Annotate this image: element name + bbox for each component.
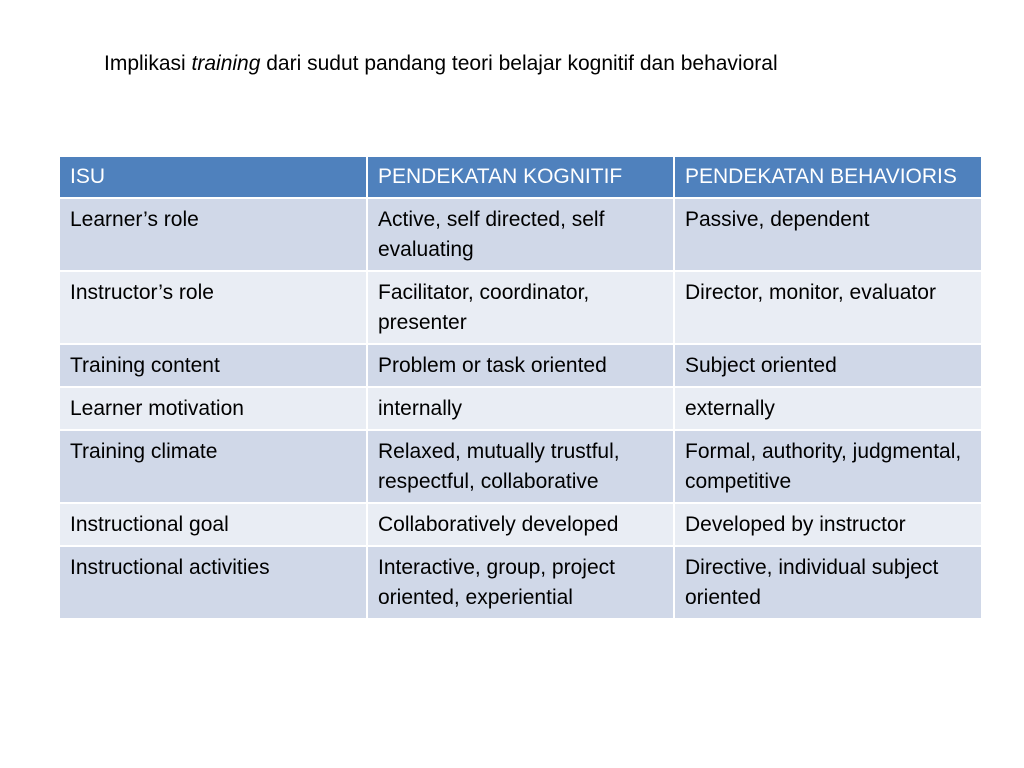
comparison-table — [60, 157, 981, 620]
cell-behavioris: Directive, individual subject oriented — [674, 546, 981, 619]
table-row — [60, 271, 981, 344]
cell-isu: Learner motivation — [60, 387, 367, 430]
cell-behavioris: Director, monitor, evaluator — [674, 271, 981, 344]
cell-behavioris: Passive, dependent — [674, 198, 981, 271]
cell-isu: Training content — [60, 344, 367, 387]
cell-behavioris: Formal, authority, judgmental, competitive — [674, 430, 981, 503]
title-emphasis: training — [191, 52, 261, 75]
cell-isu: Instructional goal — [60, 503, 367, 546]
table-row — [60, 344, 981, 387]
title-suffix: dari sudut pandang teori belajar kognitif dan behavioral — [260, 52, 778, 75]
table-row — [60, 503, 981, 546]
table-row — [60, 198, 981, 271]
cell-kognitif: Relaxed, mutually trustful, respectful, collaborative — [367, 430, 674, 503]
table-row — [60, 387, 981, 430]
table-row — [60, 546, 981, 619]
cell-isu: Learner’s role — [60, 198, 367, 271]
cell-behavioris: Subject oriented — [674, 344, 981, 387]
cell-kognitif: Problem or task oriented — [367, 344, 674, 387]
cell-behavioris: Developed by instructor — [674, 503, 981, 546]
cell-isu: Instructor’s role — [60, 271, 367, 344]
cell-kognitif: Facilitator, coordinator, presenter — [367, 271, 674, 344]
cell-isu: Training climate — [60, 430, 367, 503]
header-behavioris: PENDEKATAN BEHAVIORIS — [674, 157, 981, 198]
table-row — [60, 430, 981, 503]
header-kognitif: PENDEKATAN KOGNITIF — [367, 157, 674, 198]
cell-kognitif: Interactive, group, project oriented, experiential — [367, 546, 674, 619]
header-isu: ISU — [60, 157, 367, 198]
cell-kognitif: Collaboratively developed — [367, 503, 674, 546]
cell-kognitif: internally — [367, 387, 674, 430]
cell-behavioris: externally — [674, 387, 981, 430]
slide-title — [104, 50, 778, 78]
title-prefix: Implikasi — [104, 52, 192, 75]
cell-kognitif: Active, self directed, self evaluating — [367, 198, 674, 271]
header-row — [60, 157, 981, 198]
cell-isu: Instructional activities — [60, 546, 367, 619]
